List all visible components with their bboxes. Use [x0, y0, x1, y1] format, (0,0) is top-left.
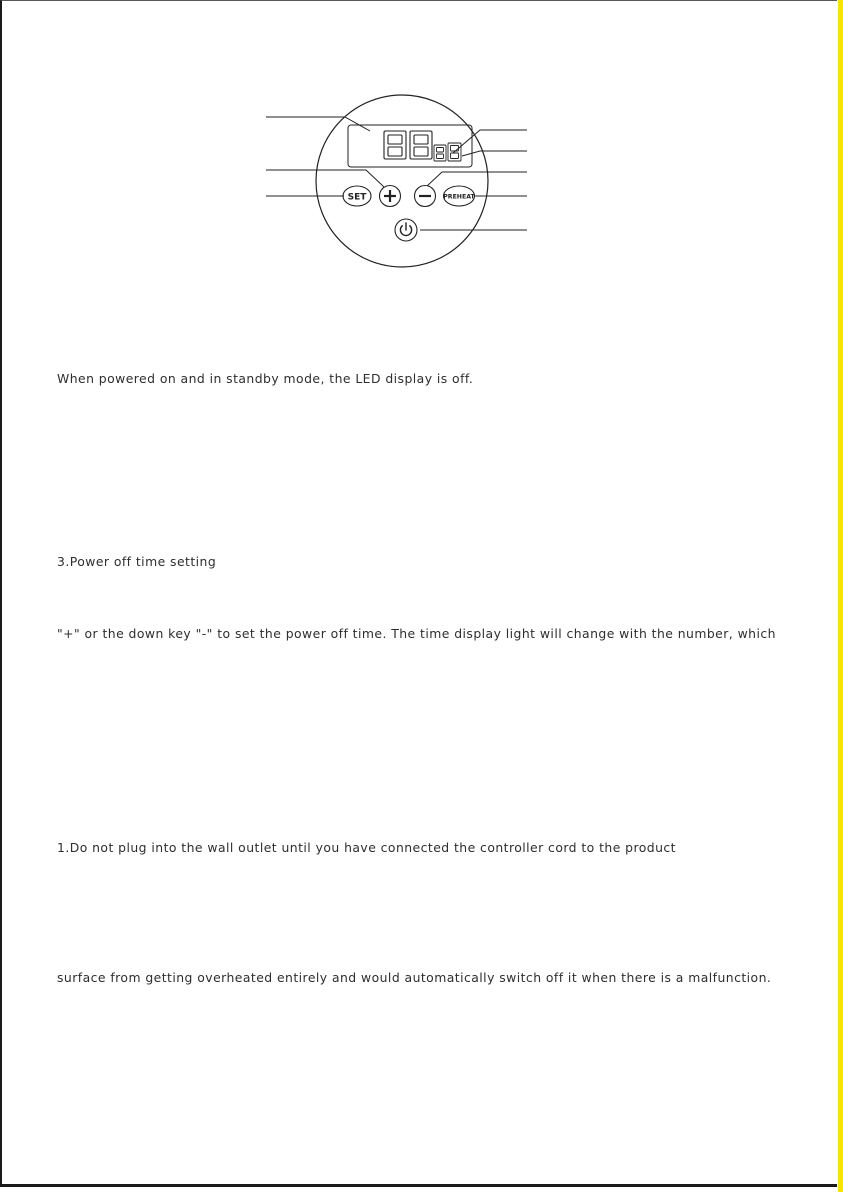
display-digit-1 [384, 131, 406, 159]
callout-line-minus [427, 172, 527, 186]
power-off-instruction: "+" or the down key "-" to set the power off time. The time display light will change with the number, which [57, 626, 776, 641]
control-panel-diagram [0, 0, 843, 300]
callout-line-plus [266, 170, 384, 187]
set-button[interactable] [343, 186, 371, 206]
controller-body [316, 95, 488, 267]
plus-button[interactable] [380, 186, 401, 207]
minus-button[interactable] [415, 186, 436, 207]
power-button[interactable] [395, 219, 417, 241]
section-heading-power-off: 3.Power off time setting [57, 554, 217, 569]
preheat-button-label: PREHEAT [443, 193, 475, 201]
safety-note-1: 1.Do not plug into the wall outlet until you have connected the controller cord to the product [57, 840, 676, 855]
standby-note: When powered on and in standby mode, the LED display is off. [57, 371, 474, 386]
overheat-note: surface from getting overheated entirely and would automatically switch off it when there is a malfunction. [57, 970, 772, 985]
callout-line-display [266, 117, 370, 131]
display-digit-2 [410, 131, 432, 159]
callout-line-digits [453, 130, 527, 153]
preheat-button[interactable] [443, 186, 475, 206]
set-button-label: SET [347, 192, 367, 203]
display-unit-digits [434, 143, 461, 161]
